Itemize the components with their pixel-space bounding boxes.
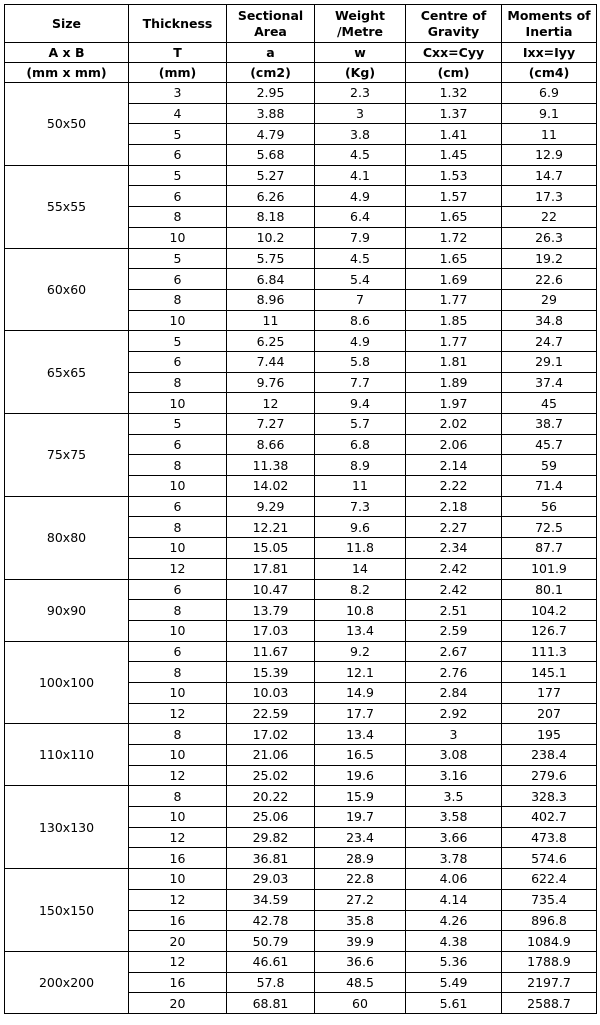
cog-cell: 2.59 xyxy=(406,620,502,641)
area-cell: 57.8 xyxy=(227,972,315,993)
inertia-cell: 101.9 xyxy=(502,558,597,579)
size-cell: 65x65 xyxy=(5,331,129,414)
cog-cell: 1.85 xyxy=(406,310,502,331)
thickness-cell: 6 xyxy=(129,579,227,600)
symbol-moment-of-inertia: Ixx=Iyy xyxy=(502,43,597,63)
weight-cell: 14 xyxy=(315,558,406,579)
weight-cell: 13.4 xyxy=(315,724,406,745)
weight-cell: 19.6 xyxy=(315,765,406,786)
area-cell: 4.79 xyxy=(227,124,315,145)
area-cell: 10.03 xyxy=(227,682,315,703)
area-cell: 25.06 xyxy=(227,807,315,828)
cog-cell: 3 xyxy=(406,724,502,745)
weight-cell: 10.8 xyxy=(315,600,406,621)
weight-cell: 16.5 xyxy=(315,745,406,766)
thickness-cell: 12 xyxy=(129,889,227,910)
symbol-area: a xyxy=(227,43,315,63)
table-row xyxy=(5,951,597,972)
cog-cell: 1.45 xyxy=(406,145,502,166)
cog-cell: 3.58 xyxy=(406,807,502,828)
weight-cell: 11.8 xyxy=(315,538,406,559)
header-centre-of-gravity: Centre of Gravity xyxy=(406,5,502,43)
size-cell: 50x50 xyxy=(5,83,129,166)
thickness-cell: 8 xyxy=(129,372,227,393)
area-cell: 8.96 xyxy=(227,289,315,310)
cog-cell: 2.06 xyxy=(406,434,502,455)
cog-cell: 4.26 xyxy=(406,910,502,931)
size-cell: 200x200 xyxy=(5,951,129,1013)
symbol-centre-of-gravity: Cxx=Cyy xyxy=(406,43,502,63)
header-thickness: Thickness xyxy=(129,5,227,43)
thickness-cell: 8 xyxy=(129,207,227,228)
weight-cell: 4.5 xyxy=(315,248,406,269)
unit-thickness: (mm) xyxy=(129,63,227,83)
inertia-cell: 145.1 xyxy=(502,662,597,683)
weight-cell: 27.2 xyxy=(315,889,406,910)
weight-cell: 7 xyxy=(315,289,406,310)
area-cell: 42.78 xyxy=(227,910,315,931)
weight-cell: 9.6 xyxy=(315,517,406,538)
weight-cell: 4.1 xyxy=(315,165,406,186)
weight-cell: 8.2 xyxy=(315,579,406,600)
area-cell: 34.59 xyxy=(227,889,315,910)
area-cell: 21.06 xyxy=(227,745,315,766)
inertia-cell: 24.7 xyxy=(502,331,597,352)
area-cell: 68.81 xyxy=(227,993,315,1014)
area-cell: 46.61 xyxy=(227,951,315,972)
thickness-cell: 8 xyxy=(129,662,227,683)
inertia-cell: 622.4 xyxy=(502,869,597,890)
size-cell: 75x75 xyxy=(5,414,129,497)
area-cell: 6.26 xyxy=(227,186,315,207)
area-cell: 9.29 xyxy=(227,496,315,517)
weight-cell: 13.4 xyxy=(315,620,406,641)
thickness-cell: 5 xyxy=(129,414,227,435)
inertia-cell: 207 xyxy=(502,703,597,724)
inertia-cell: 29.1 xyxy=(502,351,597,372)
thickness-cell: 8 xyxy=(129,289,227,310)
cog-cell: 4.38 xyxy=(406,931,502,952)
cog-cell: 1.37 xyxy=(406,103,502,124)
inertia-cell: 574.6 xyxy=(502,848,597,869)
table-row xyxy=(5,869,597,890)
weight-cell: 35.8 xyxy=(315,910,406,931)
cog-cell: 3.66 xyxy=(406,827,502,848)
inertia-cell: 87.7 xyxy=(502,538,597,559)
weight-cell: 17.7 xyxy=(315,703,406,724)
cog-cell: 1.41 xyxy=(406,124,502,145)
thickness-cell: 16 xyxy=(129,910,227,931)
size-cell: 60x60 xyxy=(5,248,129,331)
inertia-cell: 111.3 xyxy=(502,641,597,662)
inertia-cell: 195 xyxy=(502,724,597,745)
inertia-cell: 45.7 xyxy=(502,434,597,455)
unit-moment-of-inertia: (cm4) xyxy=(502,63,597,83)
inertia-cell: 45 xyxy=(502,393,597,414)
thickness-cell: 20 xyxy=(129,993,227,1014)
weight-cell: 39.9 xyxy=(315,931,406,952)
area-cell: 20.22 xyxy=(227,786,315,807)
inertia-cell: 279.6 xyxy=(502,765,597,786)
cog-cell: 1.57 xyxy=(406,186,502,207)
weight-cell: 36.6 xyxy=(315,951,406,972)
cog-cell: 2.84 xyxy=(406,682,502,703)
header-moments-of-inertia: Moments of Inertia xyxy=(502,5,597,43)
area-cell: 17.81 xyxy=(227,558,315,579)
area-cell: 8.18 xyxy=(227,207,315,228)
area-cell: 10.2 xyxy=(227,227,315,248)
inertia-cell: 34.8 xyxy=(502,310,597,331)
weight-cell: 12.1 xyxy=(315,662,406,683)
inertia-cell: 104.2 xyxy=(502,600,597,621)
thickness-cell: 10 xyxy=(129,682,227,703)
table-row xyxy=(5,641,597,662)
weight-cell: 7.7 xyxy=(315,372,406,393)
weight-cell: 60 xyxy=(315,993,406,1014)
weight-cell: 5.4 xyxy=(315,269,406,290)
cog-cell: 1.77 xyxy=(406,289,502,310)
thickness-cell: 6 xyxy=(129,434,227,455)
weight-cell: 6.4 xyxy=(315,207,406,228)
inertia-cell: 71.4 xyxy=(502,476,597,497)
weight-cell: 2.3 xyxy=(315,83,406,104)
area-cell: 11.38 xyxy=(227,455,315,476)
weight-cell: 23.4 xyxy=(315,827,406,848)
area-cell: 6.25 xyxy=(227,331,315,352)
thickness-cell: 5 xyxy=(129,248,227,269)
cog-cell: 2.42 xyxy=(406,558,502,579)
cog-cell: 1.69 xyxy=(406,269,502,290)
thickness-cell: 10 xyxy=(129,227,227,248)
cog-cell: 1.72 xyxy=(406,227,502,248)
header-sectional-area: Sectional Area xyxy=(227,5,315,43)
cog-cell: 1.97 xyxy=(406,393,502,414)
area-cell: 17.02 xyxy=(227,724,315,745)
cog-cell: 5.36 xyxy=(406,951,502,972)
inertia-cell: 126.7 xyxy=(502,620,597,641)
cog-cell: 2.22 xyxy=(406,476,502,497)
inertia-cell: 328.3 xyxy=(502,786,597,807)
thickness-cell: 8 xyxy=(129,786,227,807)
header-weight-per-metre: Weight /Metre xyxy=(315,5,406,43)
thickness-cell: 10 xyxy=(129,538,227,559)
area-cell: 8.66 xyxy=(227,434,315,455)
area-cell: 29.03 xyxy=(227,869,315,890)
table-row xyxy=(5,165,597,186)
area-cell: 7.44 xyxy=(227,351,315,372)
thickness-cell: 3 xyxy=(129,83,227,104)
area-cell: 12 xyxy=(227,393,315,414)
thickness-cell: 10 xyxy=(129,393,227,414)
weight-cell: 19.7 xyxy=(315,807,406,828)
area-cell: 50.79 xyxy=(227,931,315,952)
area-cell: 11.67 xyxy=(227,641,315,662)
area-cell: 10.47 xyxy=(227,579,315,600)
weight-cell: 15.9 xyxy=(315,786,406,807)
area-cell: 6.84 xyxy=(227,269,315,290)
weight-cell: 9.2 xyxy=(315,641,406,662)
unit-size: (mm x mm) xyxy=(5,63,129,83)
size-cell: 110x110 xyxy=(5,724,129,786)
weight-cell: 11 xyxy=(315,476,406,497)
cog-cell: 2.92 xyxy=(406,703,502,724)
area-cell: 17.03 xyxy=(227,620,315,641)
weight-cell: 7.3 xyxy=(315,496,406,517)
unit-weight: (Kg) xyxy=(315,63,406,83)
table-row xyxy=(5,579,597,600)
thickness-cell: 10 xyxy=(129,869,227,890)
cog-cell: 3.16 xyxy=(406,765,502,786)
cog-cell: 4.14 xyxy=(406,889,502,910)
cog-cell: 2.18 xyxy=(406,496,502,517)
thickness-cell: 5 xyxy=(129,165,227,186)
cog-cell: 2.42 xyxy=(406,579,502,600)
inertia-cell: 1084.9 xyxy=(502,931,597,952)
cog-cell: 1.89 xyxy=(406,372,502,393)
weight-cell: 6.8 xyxy=(315,434,406,455)
area-cell: 22.59 xyxy=(227,703,315,724)
thickness-cell: 20 xyxy=(129,931,227,952)
thickness-cell: 6 xyxy=(129,496,227,517)
area-cell: 25.02 xyxy=(227,765,315,786)
thickness-cell: 5 xyxy=(129,331,227,352)
thickness-cell: 12 xyxy=(129,765,227,786)
inertia-cell: 1788.9 xyxy=(502,951,597,972)
inertia-cell: 238.4 xyxy=(502,745,597,766)
cog-cell: 2.27 xyxy=(406,517,502,538)
area-cell: 9.76 xyxy=(227,372,315,393)
weight-cell: 5.8 xyxy=(315,351,406,372)
thickness-cell: 8 xyxy=(129,600,227,621)
inertia-cell: 735.4 xyxy=(502,889,597,910)
header-row-units xyxy=(5,63,597,83)
cog-cell: 3.08 xyxy=(406,745,502,766)
inertia-cell: 29 xyxy=(502,289,597,310)
area-cell: 12.21 xyxy=(227,517,315,538)
table-row xyxy=(5,414,597,435)
weight-cell: 9.4 xyxy=(315,393,406,414)
area-cell: 5.68 xyxy=(227,145,315,166)
thickness-cell: 6 xyxy=(129,269,227,290)
cog-cell: 1.53 xyxy=(406,165,502,186)
area-cell: 3.88 xyxy=(227,103,315,124)
header-row-titles xyxy=(5,5,597,43)
inertia-cell: 9.1 xyxy=(502,103,597,124)
area-cell: 15.05 xyxy=(227,538,315,559)
cog-cell: 1.32 xyxy=(406,83,502,104)
weight-cell: 7.9 xyxy=(315,227,406,248)
inertia-cell: 11 xyxy=(502,124,597,145)
inertia-cell: 12.9 xyxy=(502,145,597,166)
thickness-cell: 8 xyxy=(129,724,227,745)
weight-cell: 22.8 xyxy=(315,869,406,890)
table-row xyxy=(5,83,597,104)
cog-cell: 3.5 xyxy=(406,786,502,807)
thickness-cell: 8 xyxy=(129,517,227,538)
unit-centre-of-gravity: (cm) xyxy=(406,63,502,83)
area-cell: 11 xyxy=(227,310,315,331)
thickness-cell: 10 xyxy=(129,745,227,766)
table-container xyxy=(4,4,597,1014)
inertia-cell: 402.7 xyxy=(502,807,597,828)
cog-cell: 2.34 xyxy=(406,538,502,559)
inertia-cell: 56 xyxy=(502,496,597,517)
inertia-cell: 37.4 xyxy=(502,372,597,393)
thickness-cell: 10 xyxy=(129,476,227,497)
cog-cell: 2.76 xyxy=(406,662,502,683)
table-row xyxy=(5,724,597,745)
thickness-cell: 16 xyxy=(129,972,227,993)
inertia-cell: 22 xyxy=(502,207,597,228)
thickness-cell: 6 xyxy=(129,186,227,207)
weight-cell: 4.5 xyxy=(315,145,406,166)
unit-area: (cm2) xyxy=(227,63,315,83)
thickness-cell: 8 xyxy=(129,455,227,476)
inertia-cell: 6.9 xyxy=(502,83,597,104)
area-cell: 5.75 xyxy=(227,248,315,269)
size-cell: 130x130 xyxy=(5,786,129,869)
table-row xyxy=(5,248,597,269)
size-cell: 80x80 xyxy=(5,496,129,579)
thickness-cell: 10 xyxy=(129,310,227,331)
header-size: Size xyxy=(5,5,129,43)
cog-cell: 5.49 xyxy=(406,972,502,993)
inertia-cell: 896.8 xyxy=(502,910,597,931)
table-row xyxy=(5,331,597,352)
inertia-cell: 80.1 xyxy=(502,579,597,600)
weight-cell: 4.9 xyxy=(315,331,406,352)
weight-cell: 3 xyxy=(315,103,406,124)
inertia-cell: 26.3 xyxy=(502,227,597,248)
inertia-cell: 473.8 xyxy=(502,827,597,848)
area-cell: 29.82 xyxy=(227,827,315,848)
table-row xyxy=(5,786,597,807)
area-cell: 36.81 xyxy=(227,848,315,869)
cog-cell: 2.51 xyxy=(406,600,502,621)
size-cell: 100x100 xyxy=(5,641,129,724)
thickness-cell: 4 xyxy=(129,103,227,124)
cog-cell: 1.81 xyxy=(406,351,502,372)
inertia-cell: 59 xyxy=(502,455,597,476)
cog-cell: 3.78 xyxy=(406,848,502,869)
table-header xyxy=(5,5,597,83)
cog-cell: 4.06 xyxy=(406,869,502,890)
cog-cell: 1.65 xyxy=(406,207,502,228)
symbol-size: A x B xyxy=(5,43,129,63)
area-cell: 5.27 xyxy=(227,165,315,186)
header-row-symbols xyxy=(5,43,597,63)
area-cell: 7.27 xyxy=(227,414,315,435)
inertia-cell: 72.5 xyxy=(502,517,597,538)
inertia-cell: 2588.7 xyxy=(502,993,597,1014)
inertia-cell: 177 xyxy=(502,682,597,703)
table-body xyxy=(5,83,597,1014)
area-cell: 2.95 xyxy=(227,83,315,104)
cog-cell: 1.77 xyxy=(406,331,502,352)
thickness-cell: 10 xyxy=(129,620,227,641)
symbol-thickness: T xyxy=(129,43,227,63)
thickness-cell: 12 xyxy=(129,951,227,972)
thickness-cell: 12 xyxy=(129,703,227,724)
area-cell: 14.02 xyxy=(227,476,315,497)
inertia-cell: 38.7 xyxy=(502,414,597,435)
weight-cell: 48.5 xyxy=(315,972,406,993)
angle-section-properties-table xyxy=(4,4,597,1014)
size-cell: 150x150 xyxy=(5,869,129,952)
cog-cell: 2.02 xyxy=(406,414,502,435)
inertia-cell: 14.7 xyxy=(502,165,597,186)
area-cell: 15.39 xyxy=(227,662,315,683)
cog-cell: 5.61 xyxy=(406,993,502,1014)
weight-cell: 5.7 xyxy=(315,414,406,435)
cog-cell: 2.67 xyxy=(406,641,502,662)
thickness-cell: 10 xyxy=(129,807,227,828)
size-cell: 55x55 xyxy=(5,165,129,248)
thickness-cell: 6 xyxy=(129,145,227,166)
inertia-cell: 19.2 xyxy=(502,248,597,269)
table-row xyxy=(5,496,597,517)
area-cell: 13.79 xyxy=(227,600,315,621)
thickness-cell: 16 xyxy=(129,848,227,869)
cog-cell: 1.65 xyxy=(406,248,502,269)
thickness-cell: 5 xyxy=(129,124,227,145)
inertia-cell: 22.6 xyxy=(502,269,597,290)
inertia-cell: 2197.7 xyxy=(502,972,597,993)
symbol-weight: w xyxy=(315,43,406,63)
inertia-cell: 17.3 xyxy=(502,186,597,207)
thickness-cell: 6 xyxy=(129,351,227,372)
weight-cell: 8.6 xyxy=(315,310,406,331)
weight-cell: 8.9 xyxy=(315,455,406,476)
cog-cell: 2.14 xyxy=(406,455,502,476)
weight-cell: 4.9 xyxy=(315,186,406,207)
size-cell: 90x90 xyxy=(5,579,129,641)
weight-cell: 28.9 xyxy=(315,848,406,869)
thickness-cell: 12 xyxy=(129,558,227,579)
weight-cell: 14.9 xyxy=(315,682,406,703)
thickness-cell: 6 xyxy=(129,641,227,662)
weight-cell: 3.8 xyxy=(315,124,406,145)
thickness-cell: 12 xyxy=(129,827,227,848)
